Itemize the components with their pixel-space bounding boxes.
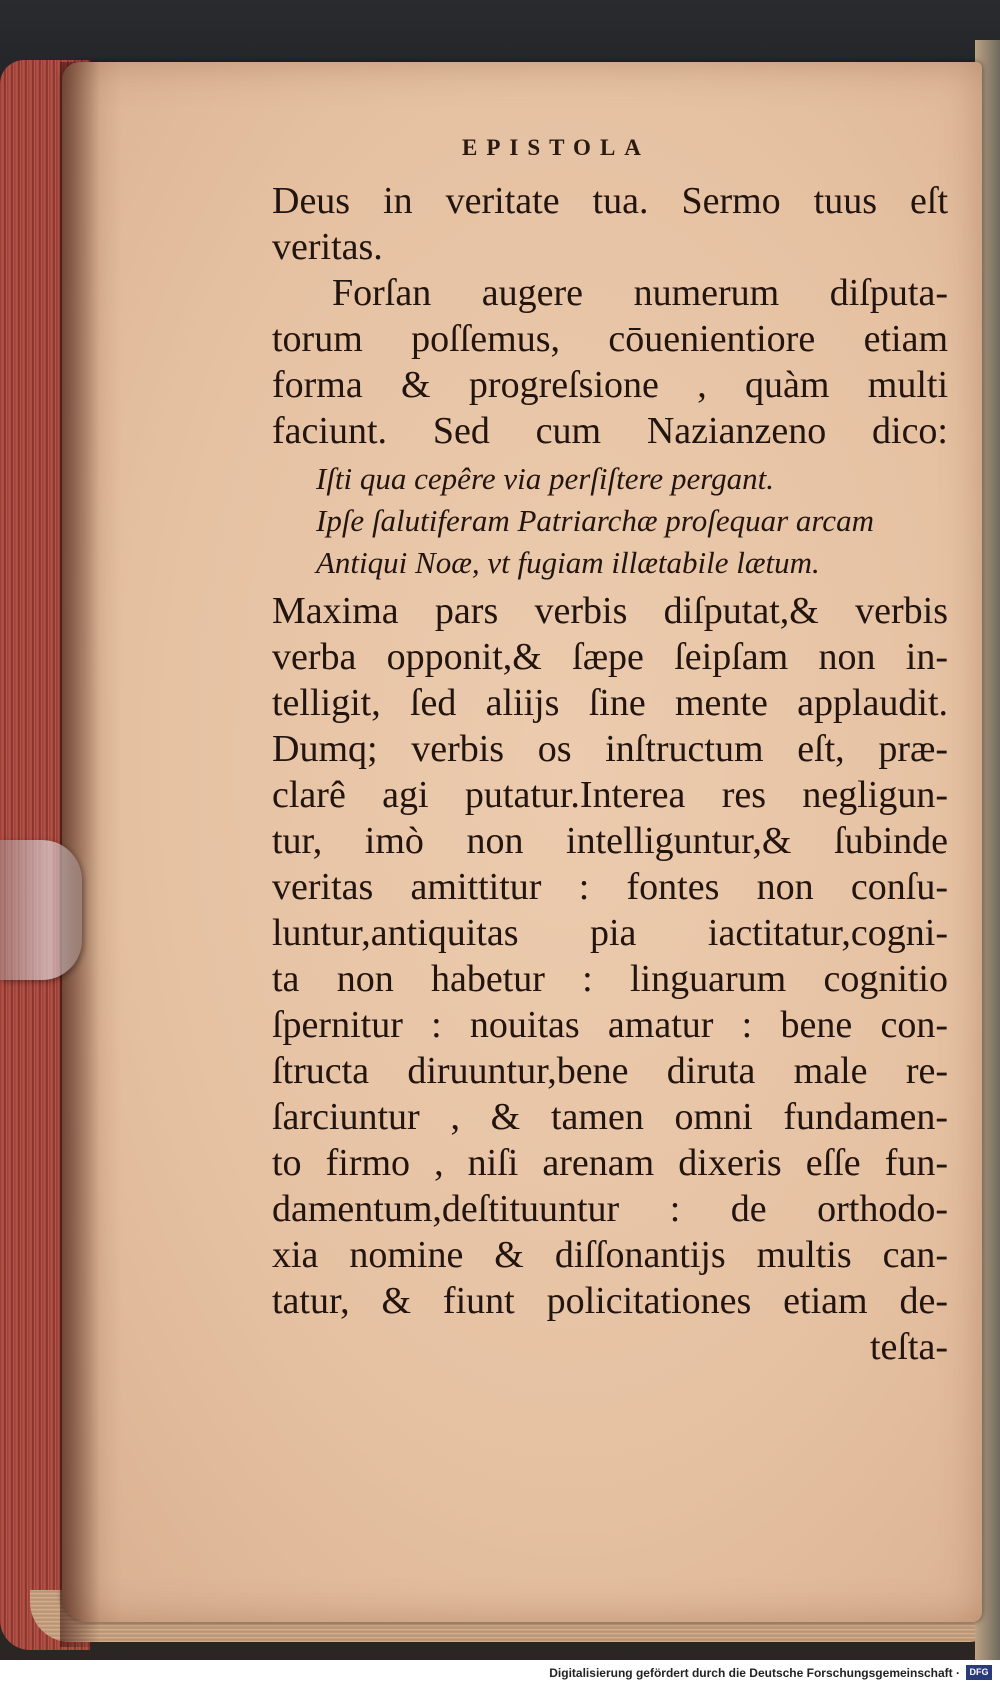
body-line: forma & progreſsione , quàm multi — [272, 364, 948, 406]
body-line: to firmo , niſi arenam dixeris eſſe fun- — [272, 1142, 948, 1184]
body-line: tatur, & fiunt policitationes etiam de- — [272, 1280, 948, 1322]
catchword: teſta- — [869, 1326, 948, 1368]
running-head: EPISTOLA — [462, 135, 650, 160]
body-line: Maxima pars verbis diſputat,& verbis — [272, 590, 948, 632]
body-line: Deus in veritate tua. Sermo tuus eſt — [272, 180, 948, 222]
body-line: clarê agi putatur.Interea res negligun- — [272, 774, 948, 816]
body-line: faciunt. Sed cum Nazianzeno dico: — [272, 410, 948, 452]
glass-weight — [0, 840, 82, 980]
body-line: veritas. — [272, 226, 383, 268]
body-line: luntur,antiquitas pia iactitatur,cogni- — [272, 912, 948, 954]
text-block — [272, 178, 948, 1370]
body-line: Dumq; verbis os inſtructum eſt, præ- — [272, 728, 948, 770]
body-line: veritas amittitur : fontes non conſu- — [272, 866, 948, 908]
body-line: Forſan augere numerum diſputa- — [332, 272, 948, 314]
body-line: verba opponit,& ſæpe ſeipſam non in- — [272, 636, 948, 678]
footer-credit: Digitalisierung gefördert durch die Deutsche Forschungsgemeinschaft · — [549, 1666, 960, 1680]
body-line: xia nomine & diſſonantĳs multis can- — [272, 1234, 948, 1276]
digitization-footer — [0, 1660, 1000, 1687]
verse-line: Iſti qua cepêre via perſiſtere pergant. — [316, 461, 774, 496]
verse-line: Antiqui Noæ, vt fugiam illætabile lætum. — [316, 545, 820, 580]
dfg-logo-icon: DFG — [966, 1665, 992, 1680]
body-line: tur, imò non intelliguntur,& ſubinde — [272, 820, 948, 862]
body-line: ſtructa diruuntur,bene diruta male re- — [272, 1050, 948, 1092]
body-line: torum poſſemus, cōuenientiore etiam — [272, 318, 948, 360]
body-line: damentum,deſtituuntur : de orthodo- — [272, 1188, 948, 1230]
verse-line: Ipſe ſalutiferam Patriarchæ proſequar arcam — [316, 503, 874, 538]
body-line: ta non habetur : linguarum cognitio — [272, 958, 948, 1000]
body-line: ſarciuntur , & tamen omni fundamen- — [272, 1096, 948, 1138]
body-line: ſpernitur : nouitas amatur : bene con- — [272, 1004, 948, 1046]
body-line: telligit, ſed aliĳs ſine mente applaudit. — [272, 682, 948, 724]
